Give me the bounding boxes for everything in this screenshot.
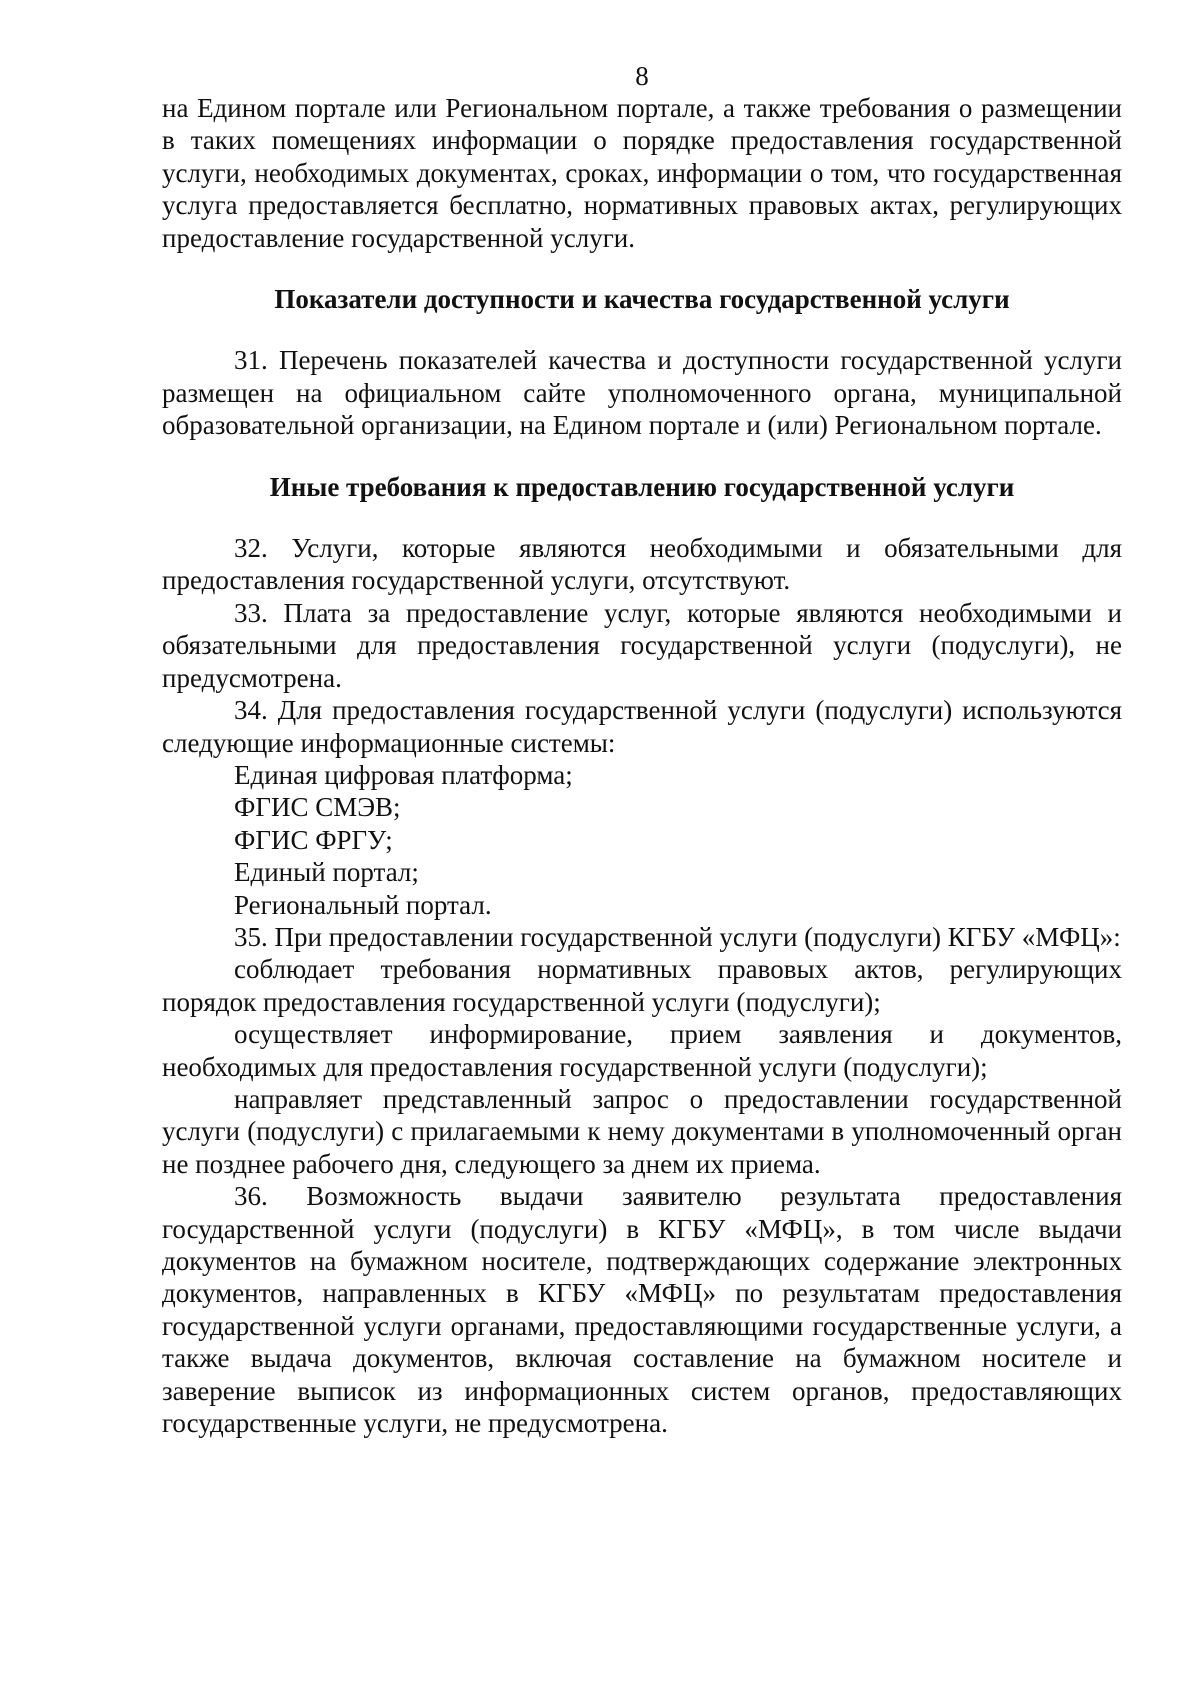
paragraph-35-item: осуществляет информирование, прием заявления и документов, необходимых для предоставления государственной услуги (подуслуги);: [162, 1019, 1122, 1082]
system-list-item: Единый портал;: [234, 857, 419, 888]
system-list-item: ФГИС ФРГУ;: [234, 824, 393, 855]
document-page: [162, 60, 1122, 1439]
section-heading-availability: Показатели доступности и качества государственной услуги: [274, 284, 1010, 315]
paragraph-31: 31. Перечень показателей качества и доступности государственной услуги размещен на официальном сайте уполномоченного органа, муниципальной образовательной организации, на Едином портале и (или) Региональном портале.: [162, 345, 1122, 441]
intro-paragraph: на Едином портале или Региональном портале, а также требования о размещении в таких помещениях информации о порядке предоставления государственной услуги, необходимых документах, сроках, информации о том, что государственная услуга предоставляется бесплатно, нормативных правовых актах, регулирующих предоставление государственной услуги.: [162, 93, 1122, 253]
section-heading-other-requirements: Иные требования к предоставлению государственной услуги: [269, 471, 1015, 502]
paragraph-35: 35. При предоставлении государственной услуги (подуслуги) КГБУ «МФЦ»:: [234, 921, 1121, 952]
paragraph-35-item: соблюдает требования нормативных правовых актов, регулирующих порядок предоставления государственной услуги (подуслуги);: [162, 954, 1122, 1017]
system-list-item: ФГИС СМЭВ;: [234, 792, 401, 823]
system-list-item: Единая цифровая платформа;: [234, 759, 573, 790]
paragraph-34: 34. Для предоставления государственной услуги (подуслуги) используются следующие информационные системы:: [162, 695, 1122, 758]
system-list-item: Региональный портал.: [234, 889, 492, 920]
paragraph-33: 33. Плата за предоставление услуг, которые являются необходимыми и обязательными для предоставления государственной услуги (подуслуги), не предусмотрена.: [162, 597, 1122, 693]
paragraph-35-item: направляет представленный запрос о предоставлении государственной услуги (подуслуги) с прилагаемыми к нему документами в уполномоченный орган не позднее рабочего дня, следующего за днем их приема.: [162, 1083, 1122, 1179]
paragraph-32: 32. Услуги, которые являются необходимыми и обязательными для предоставления государственной услуги, отсутствуют.: [162, 533, 1122, 596]
paragraph-36: 36. Возможность выдачи заявителю результата предоставления государственной услуги (подуслуги) в КГБУ «МФЦ», в том числе выдачи документов на бумажном носителе, подтверждающих содержание электронных документов, направленных в КГБУ «МФЦ» по результатам предоставления государственной услуги органами, предоставляющими государственные услуги, а также выдача документов, включая составление на бумажном носителе и заверение выписок из информационных систем органов, предоставляющих государственные услуги, не предусмотрена.: [162, 1181, 1122, 1439]
page-number: 8: [635, 61, 649, 91]
